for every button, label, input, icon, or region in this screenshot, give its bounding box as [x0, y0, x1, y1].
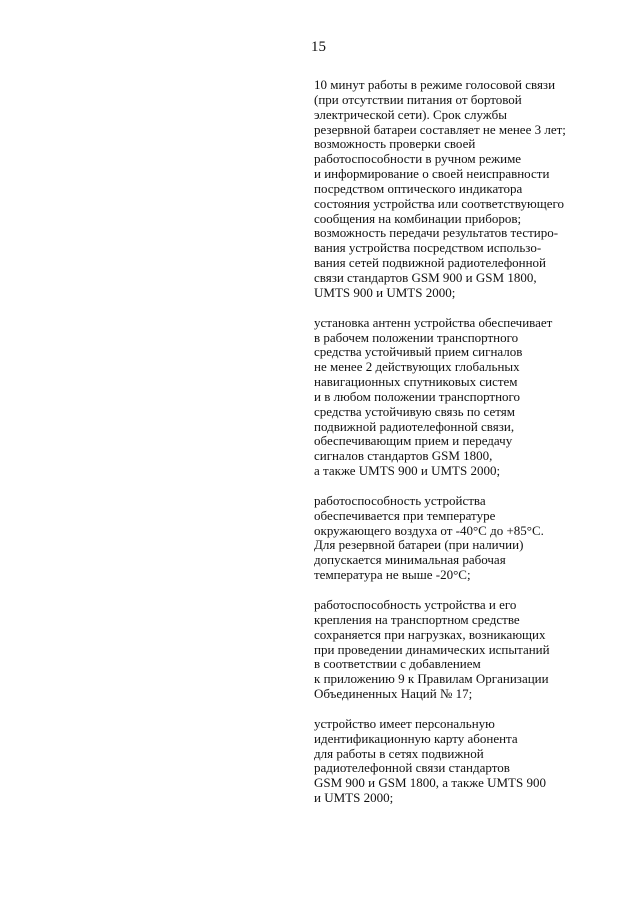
text-line: для работы в сетях подвижной [314, 745, 484, 761]
text-line: сигналов стандартов GSM 1800, [314, 448, 493, 464]
text-line: не менее 2 действующих глобальных [314, 359, 520, 375]
paragraph-battery-and-diagnostics [314, 78, 614, 301]
paragraph-subscriber-card [314, 717, 614, 806]
document-body [314, 78, 614, 821]
text-line: навигационных спутниковых систем [314, 374, 518, 390]
text-line: посредством оптического индикатора [314, 180, 523, 196]
text-line: (при отсутствии питания от бортовой [314, 91, 522, 107]
text-line: сообщения на комбинации приборов; [314, 210, 522, 226]
text-line: идентификационную карту абонента [314, 730, 518, 746]
text-line: Объединенных Наций № 17; [314, 686, 473, 702]
text-line: в соответствии с добавлением [314, 656, 481, 672]
text-line: работоспособность устройства [314, 492, 486, 508]
text-line: подвижной радиотелефонной связи, [314, 418, 515, 434]
text-line: обеспечивающим прием и передачу [314, 433, 513, 449]
text-line: работоспособности в ручном режиме [314, 151, 522, 167]
text-line: обеспечивается при температуре [314, 507, 496, 523]
text-line: вания устройства посредством использо- [314, 240, 542, 256]
text-line: при проведении динамических испытаний [314, 641, 550, 657]
text-line: UMTS 900 и UMTS 2000; [314, 284, 456, 300]
text-line: и в любом положении транспортного [314, 388, 521, 404]
text-line: сохраняется при нагрузках, возникающих [314, 626, 546, 642]
text-line: и информирование о своей неисправности [314, 166, 550, 182]
page-number: 15 [311, 39, 326, 55]
text-line: работоспособность устройства и его [314, 597, 517, 612]
text-line: радиотелефонной связи стандартов [314, 760, 510, 776]
text-line: средства устойчивую связь по сетям [314, 403, 515, 419]
text-line: GSM 900 и GSM 1800, а также UMTS 900 [314, 775, 546, 791]
text-line: электрической сети). Срок службы [314, 106, 507, 122]
text-line: состояния устройства или соответствующего [314, 195, 565, 211]
text-line: устройство имеет персональную [314, 715, 495, 731]
text-line: крепления на транспортном средстве [314, 611, 520, 627]
text-line: допускается минимальная рабочая [314, 552, 506, 568]
text-line: к приложению 9 к Правилам Организации [314, 671, 549, 687]
text-line: возможность проверки своей [314, 136, 476, 152]
text-line: средства устойчивый прием сигналов [314, 344, 523, 360]
text-line: окружающего воздуха от -40°С до +85°С. [314, 522, 544, 538]
text-line: в рабочем положении транспортного [314, 329, 519, 345]
paragraph-mounting-loads [314, 598, 614, 702]
text-line: 10 минут работы в режиме голосовой связи [314, 77, 556, 92]
text-line: температура не выше -20°С; [314, 567, 471, 583]
text-line: Для резервной батареи (при наличии) [314, 537, 524, 553]
text-line: и UMTS 2000; [314, 790, 394, 806]
text-line: связи стандартов GSM 900 и GSM 1800, [314, 269, 537, 285]
text-line: а также UMTS 900 и UMTS 2000; [314, 463, 501, 479]
text-line: установка антенн устройства обеспечивает [314, 314, 553, 330]
paragraph-temperature-range [314, 494, 614, 583]
text-line: резервной батареи составляет не менее 3 лет; [314, 121, 566, 137]
paragraph-antenna-installation [314, 316, 614, 479]
text-line: вания сетей подвижной радиотелефонной [314, 255, 547, 271]
text-line: возможность передачи результатов тестиро- [314, 225, 559, 241]
